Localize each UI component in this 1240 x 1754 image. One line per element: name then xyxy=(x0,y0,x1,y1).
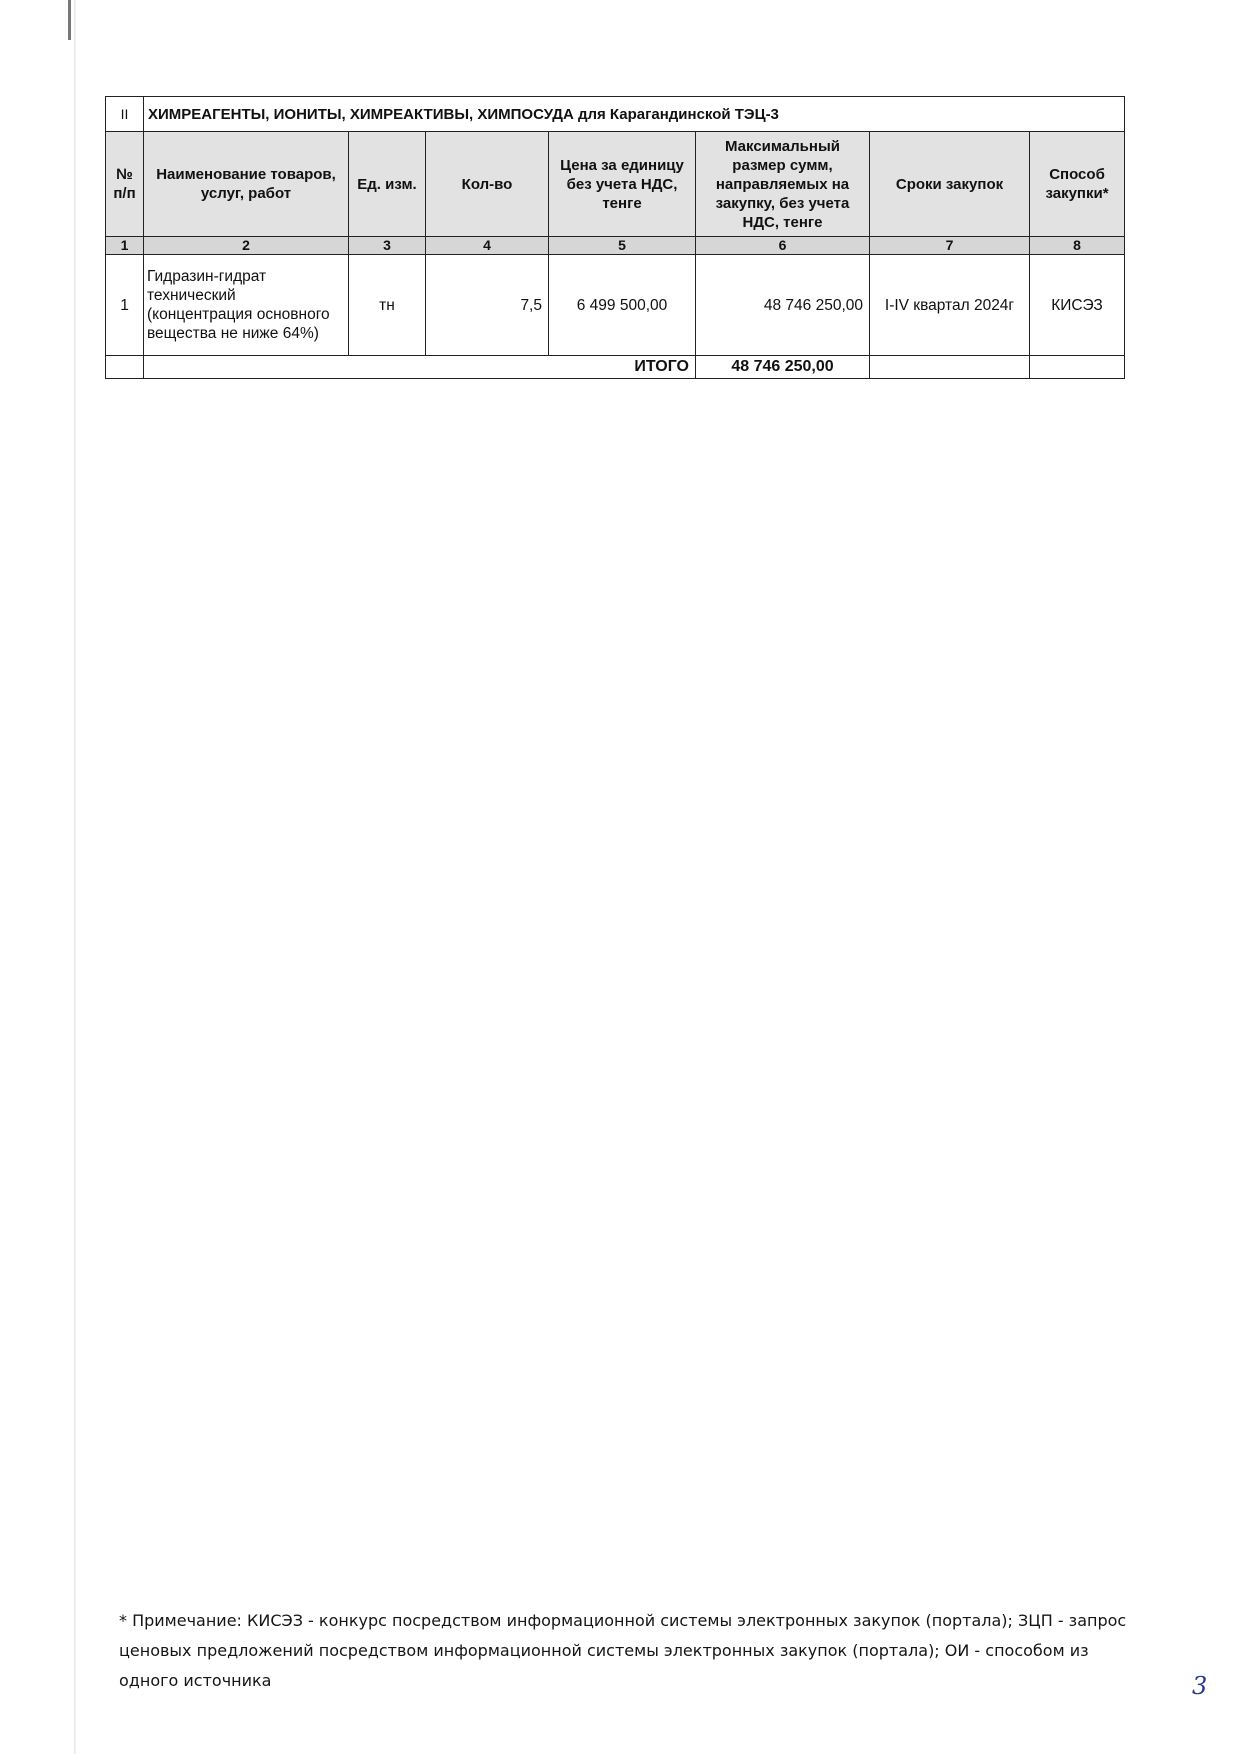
section-row xyxy=(106,97,1125,132)
column-number: 1 xyxy=(106,237,144,255)
header-num: № п/п xyxy=(106,132,144,237)
header-name: Наименование товаров, услуг, работ xyxy=(144,132,349,237)
table-row xyxy=(106,255,1125,356)
footnote: * Примечание: КИСЭЗ - конкурс посредством информационной системы электронных закупок (портала); ЗЦП - запрос ценовых предложений посредством информационной системы электронных закупок (портала); ОИ - способом из одного источника xyxy=(119,1611,1127,1690)
total-empty-cell xyxy=(870,356,1030,379)
row-method: КИСЭЗ xyxy=(1030,255,1125,356)
header-row xyxy=(106,132,1125,237)
column-number: 4 xyxy=(426,237,549,255)
total-row xyxy=(106,356,1125,379)
total-label: ИТОГО xyxy=(144,356,696,379)
column-number: 7 xyxy=(870,237,1030,255)
column-number: 5 xyxy=(549,237,696,255)
header-period: Сроки закупок xyxy=(870,132,1030,237)
column-number-row xyxy=(106,237,1125,255)
procurement-table xyxy=(105,96,1125,379)
scan-edge-shadow xyxy=(74,0,76,1754)
row-price: 6 499 500,00 xyxy=(549,255,696,356)
row-qty: 7,5 xyxy=(426,255,549,356)
column-number: 3 xyxy=(349,237,426,255)
section-title: ХИМРЕАГЕНТЫ, ИОНИТЫ, ХИМРЕАКТИВЫ, ХИМПОСУДА для Карагандинской ТЭЦ-3 xyxy=(144,97,1125,132)
total-value: 48 746 250,00 xyxy=(696,356,870,379)
handwritten-page-number: 3 xyxy=(1192,1672,1208,1700)
header-price: Цена за единицу без учета НДС, тенге xyxy=(549,132,696,237)
row-period: I-IV квартал 2024г xyxy=(870,255,1030,356)
scan-mark xyxy=(68,0,71,40)
section-number: II xyxy=(106,97,144,132)
row-num: 1 xyxy=(106,255,144,356)
header-max-sum: Максимальный размер сумм, направляемых на закупку, без учета НДС, тенге xyxy=(696,132,870,237)
total-empty-cell xyxy=(1030,356,1125,379)
column-number: 2 xyxy=(144,237,349,255)
column-number: 6 xyxy=(696,237,870,255)
header-unit: Ед. изм. xyxy=(349,132,426,237)
column-number: 8 xyxy=(1030,237,1125,255)
row-name: Гидразин-гидрат технический (концентрация основного вещества не ниже 64%) xyxy=(144,255,349,356)
header-method: Способ закупки* xyxy=(1030,132,1125,237)
header-qty: Кол-во xyxy=(426,132,549,237)
row-max-sum: 48 746 250,00 xyxy=(696,255,870,356)
total-empty-cell xyxy=(106,356,144,379)
row-unit: тн xyxy=(349,255,426,356)
